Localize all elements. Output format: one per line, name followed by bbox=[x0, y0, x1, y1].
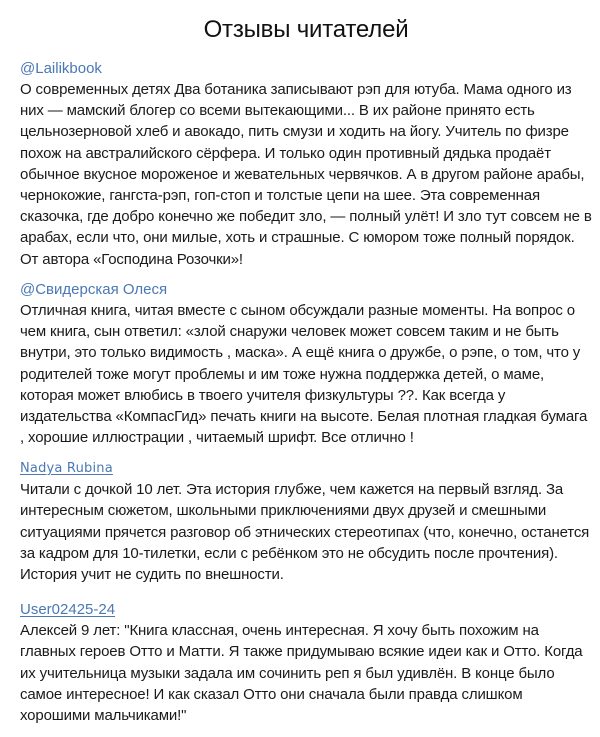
review-author-link[interactable]: User02425-24 bbox=[20, 601, 116, 618]
review-text: Алексей 9 лет: "Книга классная, очень интересная. Я хочу быть похожим на главных героев Отто и Матти. Я также придумываю всякие идеи как и Отто. Когда их учительница музыки задала им сочинить реп я был удивлён. В конце было самое интересное! И как сказал Отто они сначала были правда слишком хорошими мальчиками!" bbox=[20, 622, 583, 725]
review-item bbox=[20, 280, 592, 448]
review-item bbox=[20, 459, 592, 585]
review-text: О современных детях Два ботаника записывают рэп для ютуба. Мама одного из них — мамский блогер со всеми вытекающими... В их районе принято есть цельнозерновой хлеб и авокадо, пить смузи и ходить на йогу. Учитель по физре похож на австралийского сёрфера. И только один противный дядька продаёт обычное вкусное мороженое и жевательных червячков. А в другом районе арабы, чернокожие, гангста-рэп, гоп-стоп и толстые цепи на шее. Эта современная сказочка, где добро конечно же победит зло, — полный улёт! И зло тут совсем не в арабах, если что, они милые, хоть и страшные. С юмором тоже полный порядок. От автора «Господина Розочки»! bbox=[20, 81, 592, 268]
review-author-link[interactable]: @Свидерская Олеся bbox=[20, 281, 168, 298]
review-author-link[interactable]: @Lailikbook bbox=[20, 60, 102, 77]
review-author-link[interactable]: Nadya Rubina bbox=[20, 461, 113, 476]
review-item bbox=[20, 59, 592, 270]
review-text: Отличная книга, читая вместе с сыном обсуждали разные моменты. На вопрос о чем книга, сын ответил: «злой снаружи человек может совсем таким и не быть внутри, это только видимость , маска». А ещё книга о дружбе, о рэпе, о том, что у родителей тоже могут проблемы и им тоже нужна поддержка детей, о маме, которая может влюбись в твоего учителя физкультуры ??. Как всегда у издательства «КомпасГид» печать книги на высоте. Белая плотная гладкая бумага , хорошие иллюстрации , читаемый шрифт. Все отлично ! bbox=[20, 302, 588, 447]
page-title: Отзывы читателей bbox=[203, 16, 409, 43]
review-item bbox=[20, 600, 592, 726]
review-text: Читали с дочкой 10 лет. Эта история глубже, чем кажется на первый взгляд. За интересным сюжетом, школьными приключениями двух друзей и смешными ситуациями прячется разговор об этнических стереотипах (что, конечно, останется за кадром для 10-тилетки, если с ребёнком это не обсудить после прочтения). История учит не судить по внешности. bbox=[20, 481, 590, 584]
